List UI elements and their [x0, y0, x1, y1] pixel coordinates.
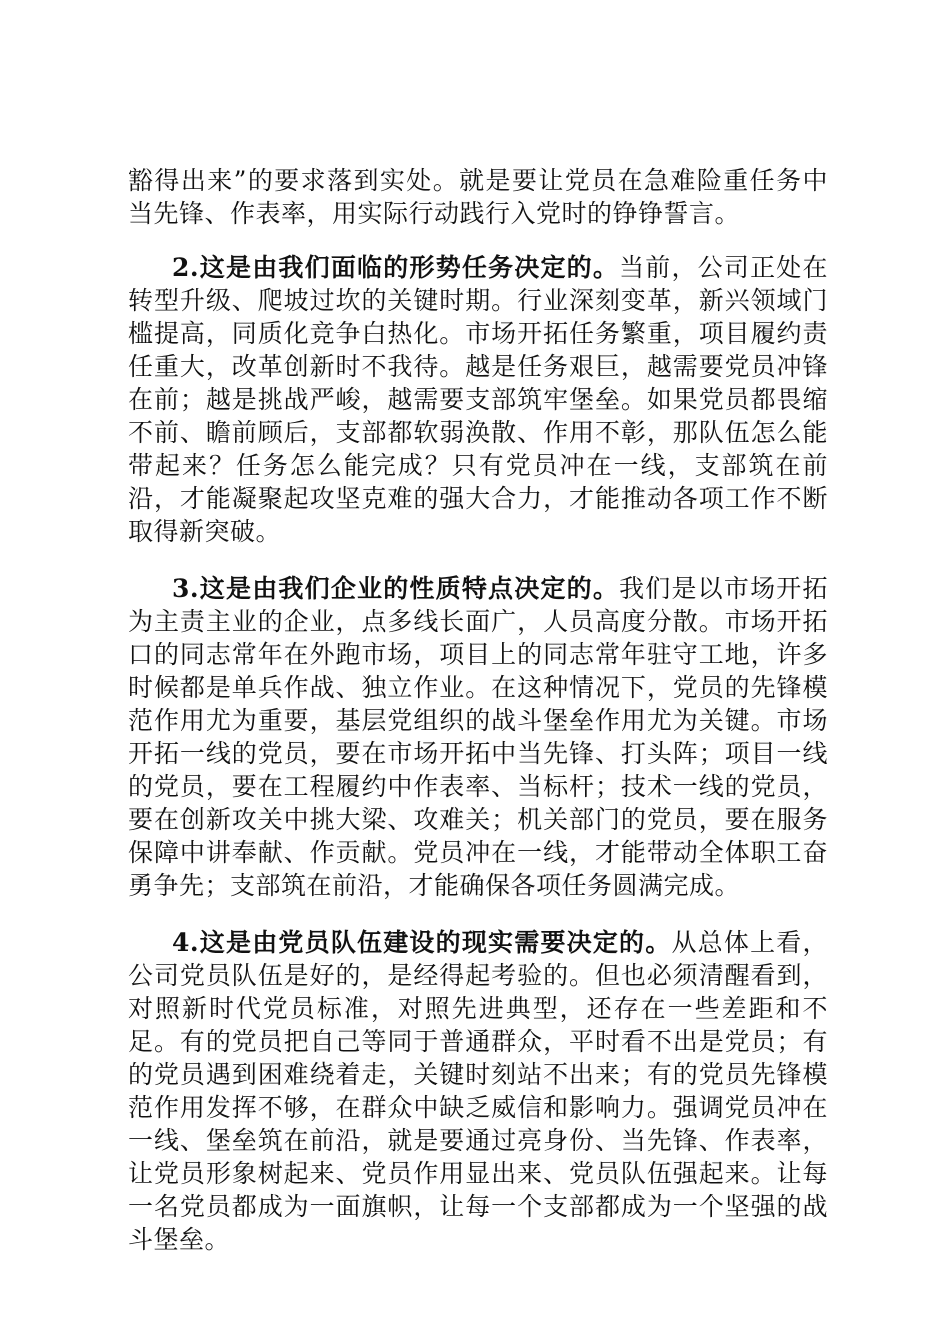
paragraph-heading: 3.这是由我们企业的性质特点决定的。 [172, 574, 620, 603]
document-body [128, 164, 828, 1280]
paragraph-3 [128, 572, 828, 902]
paragraph-continuation [128, 164, 828, 230]
paragraph-text: 豁得出来”的要求落到实处。就是要让党员在急难险重任务中当先锋、作表率，用实际行动践行入党时的铮铮誓言。 [128, 166, 828, 228]
paragraph-text: 我们是以市场开拓为主责主业的企业，点多线长面广，人员高度分散。市场开拓口的同志常年在外跑市场，项目上的同志常年驻守工地，许多时候都是单兵作战、独立作业。在这种情况下，党员的先锋模范作用尤为重要，基层党组织的战斗堡垒作用尤为关键。市场开拓一线的党员，要在市场开拓中当先锋、打头阵；项目一线的党员，要在工程履约中作表率、当标杆；技术一线的党员，要在创新攻关中挑大梁、攻难关；机关部门的党员，要在服务保障中讲奉献、作贡献。党员冲在一线，才能带动全体职工奋勇争先；支部筑在前沿，才能确保各项任务圆满完成。 [128, 574, 828, 900]
paragraph-heading: 4.这是由党员队伍建设的现实需要决定的。 [172, 928, 672, 957]
paragraph-text: 当前，公司正处在转型升级、爬坡过坎的关键时期。行业深刻变革，新兴领域门槛提高，同质化竞争白热化。市场开拓任务繁重，项目履约责任重大，改革创新时不我待。越是任务艰巨，越需要党员冲锋在前；越是挑战严峻，越需要支部筑牢堡垒。如果党员都畏缩不前、瞻前顾后，支部都软弱涣散、作用不彰，那队伍怎么能带起来？任务怎么能完成？只有党员冲在一线，支部筑在前沿，才能凝聚起攻坚克难的强大合力，才能推动各项工作不断取得新突破。 [128, 253, 828, 546]
paragraph-heading: 2.这是由我们面临的形势任务决定的。 [172, 253, 620, 282]
paragraph-text: 从总体上看，公司党员队伍是好的，是经得起考验的。但也必须清醒看到，对照新时代党员标准，对照先进典型，还存在一些差距和不足。有的党员把自己等同于普通群众，平时看不出是党员；有的党员遇到困难绕着走，关键时刻站不出来；有的党员先锋模范作用发挥不够，在群众中缺乏威信和影响力。强调党员冲在一线、堡垒筑在前沿，就是要通过亮身份、当先锋、作表率，让党员形象树起来、党员作用显出来、党员队伍强起来。让每一名党员都成为一面旗帜，让每一个支部都成为一个坚强的战斗堡垒。 [128, 928, 828, 1254]
paragraph-2 [128, 251, 828, 548]
paragraph-4 [128, 926, 828, 1256]
